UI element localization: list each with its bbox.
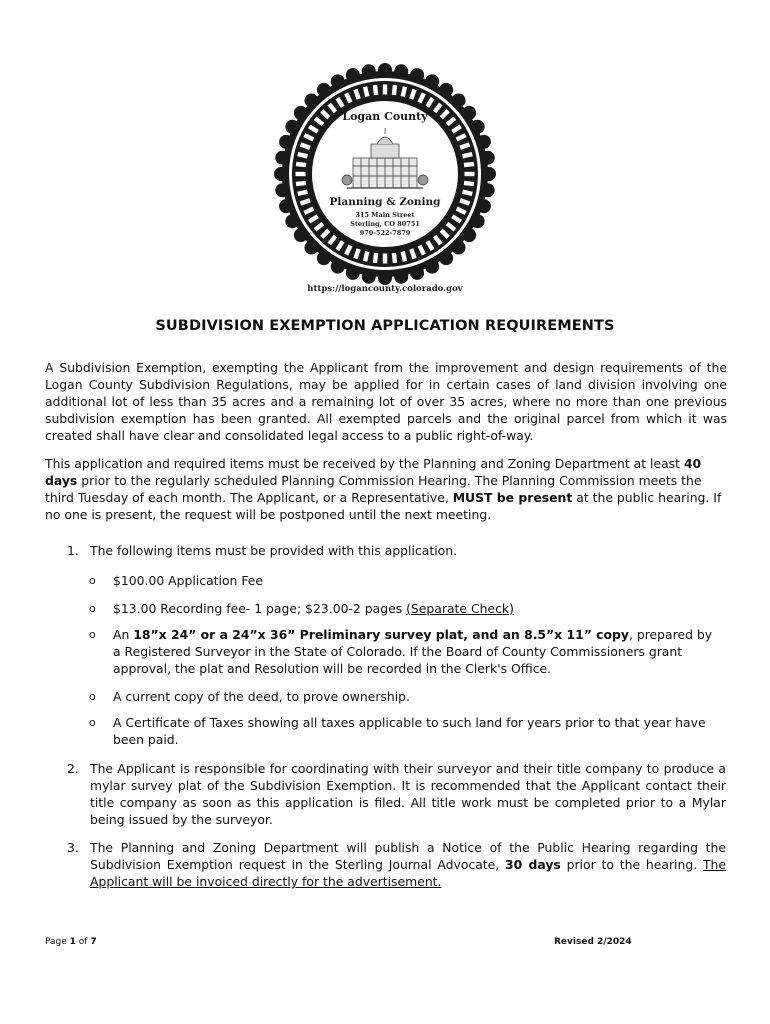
bullet-application-fee: $100.00 Application Fee xyxy=(113,573,264,588)
bullet-marker: o xyxy=(89,574,96,587)
intro-paragraph-2: This application and required items must be received by the Planning and Zoning Department at least 40 days prior to the regularly scheduled Planning Commission Hearing. The Planning Commission meets the third Tuesday of each month. The Applicant, or a Representative, MUST be present at the public hearing. If no one is present, the request will be postponed until the next meeting. xyxy=(45,456,722,522)
bullet-marker: o xyxy=(89,628,96,641)
bullet-tax-certificate: A Certificate of Taxes showing all taxes applicable to such land for years prior to that year have been paid. xyxy=(113,715,706,747)
page-number: Page 1 of 7 xyxy=(45,937,97,947)
seal-graphic xyxy=(273,62,497,286)
bullet-survey-plat: An 18”x 24” or a 24”x 36” Preliminary survey plat, and an 8.5”x 11” copy, prepared by a Registered Surveyor in the State of Colorado. If the Board of County Commissioners grant approval, the plat and Resolution will be recorded in the Clerk's Office. xyxy=(113,627,713,676)
bullet-marker: o xyxy=(89,690,96,703)
seal-city: Sterling, CO 80751 xyxy=(350,220,420,228)
seal-tick xyxy=(465,172,475,176)
item-1-text: The following items must be provided with this application. xyxy=(90,543,458,558)
seal-url: https://logancounty.colorado.gov xyxy=(307,284,463,294)
bullet-recording-fee: $13.00 Recording fee- 1 page; $23.00-2 pages (Separate Check) xyxy=(113,601,514,616)
bullet-marker: o xyxy=(89,602,96,615)
intro-paragraph-1: A Subdivision Exemption, exempting the Applicant from the improvement and design requirements of the Logan County Subdivision Regulations, may be applied for in certain cases of land division involving one additional lot of less than 35 acres and a remaining lot of over 35 acres, where no more than one previous subdivision exemption has been granted. All exempted parcels and the original parcel from which it was created shall have clear and consolidated legal access to a public right-of-way. xyxy=(45,360,727,443)
bullet-deed-copy: A current copy of the deed, to prove ownership. xyxy=(113,689,410,704)
seal-address: 315 Main Street xyxy=(355,211,415,219)
county-seal xyxy=(273,62,497,286)
seal-tick xyxy=(383,254,387,264)
bullet-marker: o xyxy=(89,716,96,729)
page-title: SUBDIVISION EXEMPTION APPLICATION REQUIREMENTS xyxy=(155,318,615,334)
seal-phone: 970-522-7879 xyxy=(359,229,411,237)
item-3-text: The Planning and Zoning Department will publish a Notice of the Public Hearing regarding the Subdivision Exemption request in the Sterling Journal Advocate, 30 days prior to the hearing. The Applicant will be invoiced directly for the advertisement. xyxy=(90,840,726,889)
seal-org-name: Logan County xyxy=(342,110,428,123)
item-2-text: The Applicant is responsible for coordinating with their surveyor and their title company to produce a mylar survey plat of the Subdivision Exemption. It is recommended that the Applicant contact their title company as soon as this application is filed. All title work must be completed prior to a Mylar being issued by the surveyor. xyxy=(90,761,726,827)
revision-date: Revised 2/2024 xyxy=(554,937,632,947)
item-2-number: 2. xyxy=(67,761,79,776)
seal-tick xyxy=(296,172,306,176)
seal-tick xyxy=(383,85,387,95)
seal-dept-name: Planning & Zoning xyxy=(329,196,441,208)
item-3-number: 3. xyxy=(67,840,79,855)
item-1-number: 1. xyxy=(67,543,79,558)
